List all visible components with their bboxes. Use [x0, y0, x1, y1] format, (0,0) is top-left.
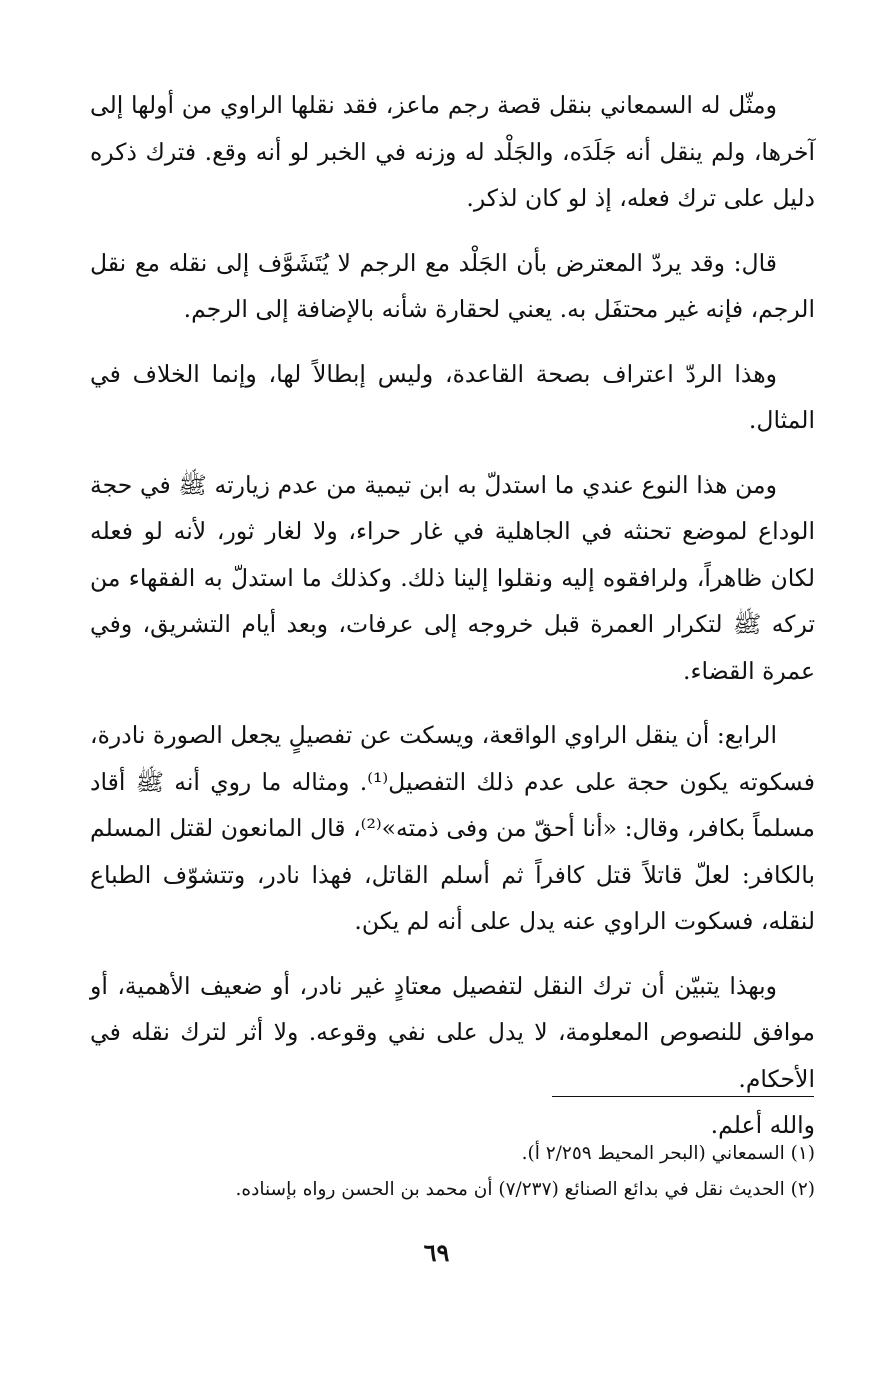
footnotes [90, 1136, 815, 1208]
footnote-divider [552, 1096, 814, 1097]
paragraph: وبهذا يتبيّن أن ترك النقل لتفصيل معتادٍ غير نادر، أو ضعيف الأهمية، أو موافق للنصوص المعلومة، لا يدل على نفي وقوعه. ولا أثر لترك نقله في الأحكام. [90, 971, 815, 1093]
paragraph: ومثّل له السمعاني بنقل قصة رجم ماعز، فقد نقلها الراوي من أولها إلى آخرها، ولم ينقل أنه جَلَدَه، والجَلْد له وزنه في الخبر لو أنه وقع. فترك ذكره دليل على ترك فعله، إذ لو كان لذكر. [90, 91, 815, 212]
paragraph: الرابع: أن ينقل الراوي الواقعة، ويسكت عن تفصيلٍ يجعل الصورة نادرة، فسكوته يكون حجة على عدم ذلك التفصيل⁽¹⁾. ومثاله ما روي أنه ﷺ أقاد مسلماً بكافر، وقال: «أنا أحقّ من وفى ذمته»⁽²⁾، قال المانعون لقتل المسلم بالكافر: لعلّ قاتلاً قتل كافراً ثم أسلم القاتل، فهذا نادر، وتتشوّف الطباع لنقله، فسكوت الراوي عنه يدل على أنه لم يكن. [90, 721, 816, 935]
page-number: ٦٩ [423, 1238, 450, 1267]
closing-line: والله أعلم. [710, 1111, 815, 1139]
paragraph: ومن هذا النوع عندي ما استدلّ به ابن تيمية من عدم زيارته ﷺ في حجة الوداع لموضع تحنثه في الجاهلية في غار حراء، ولا لغار ثور، لأنه لو فعله لكان ظاهراً، ولرافقوه إليه ونقلوا إلينا ذلك. وكذلك ما استدلّ به الفقهاء من تركه ﷺ لتكرار العمرة قبل خروجه إلى عرفات، وبعد أيام التشريق، وفي عمرة القضاء. [90, 470, 815, 685]
footnote: (٢) الحديث نقل في بدائع الصنائع (٧/٢٣٧) أن محمد بن الحسن رواه بإسناده. [235, 1179, 815, 1200]
paragraph: وهذا الردّ اعتراف بصحة القاعدة، وليس إبطالاً لها، وإنما الخلاف في المثال. [90, 359, 815, 434]
paragraph: قال: وقد يردّ المعترض بأن الجَلْد مع الرجم لا يُتَشَوَّف إلى نقله مع نقل الرجم، فإنه غير محتفَل به. يعني لحقارة شأنه بالإضافة إلى الرجم. [90, 248, 815, 323]
main-text [90, 82, 815, 1149]
footnote: (١) السمعاني (البحر المحيط ٢/٢٥٩ أ). [521, 1143, 815, 1164]
